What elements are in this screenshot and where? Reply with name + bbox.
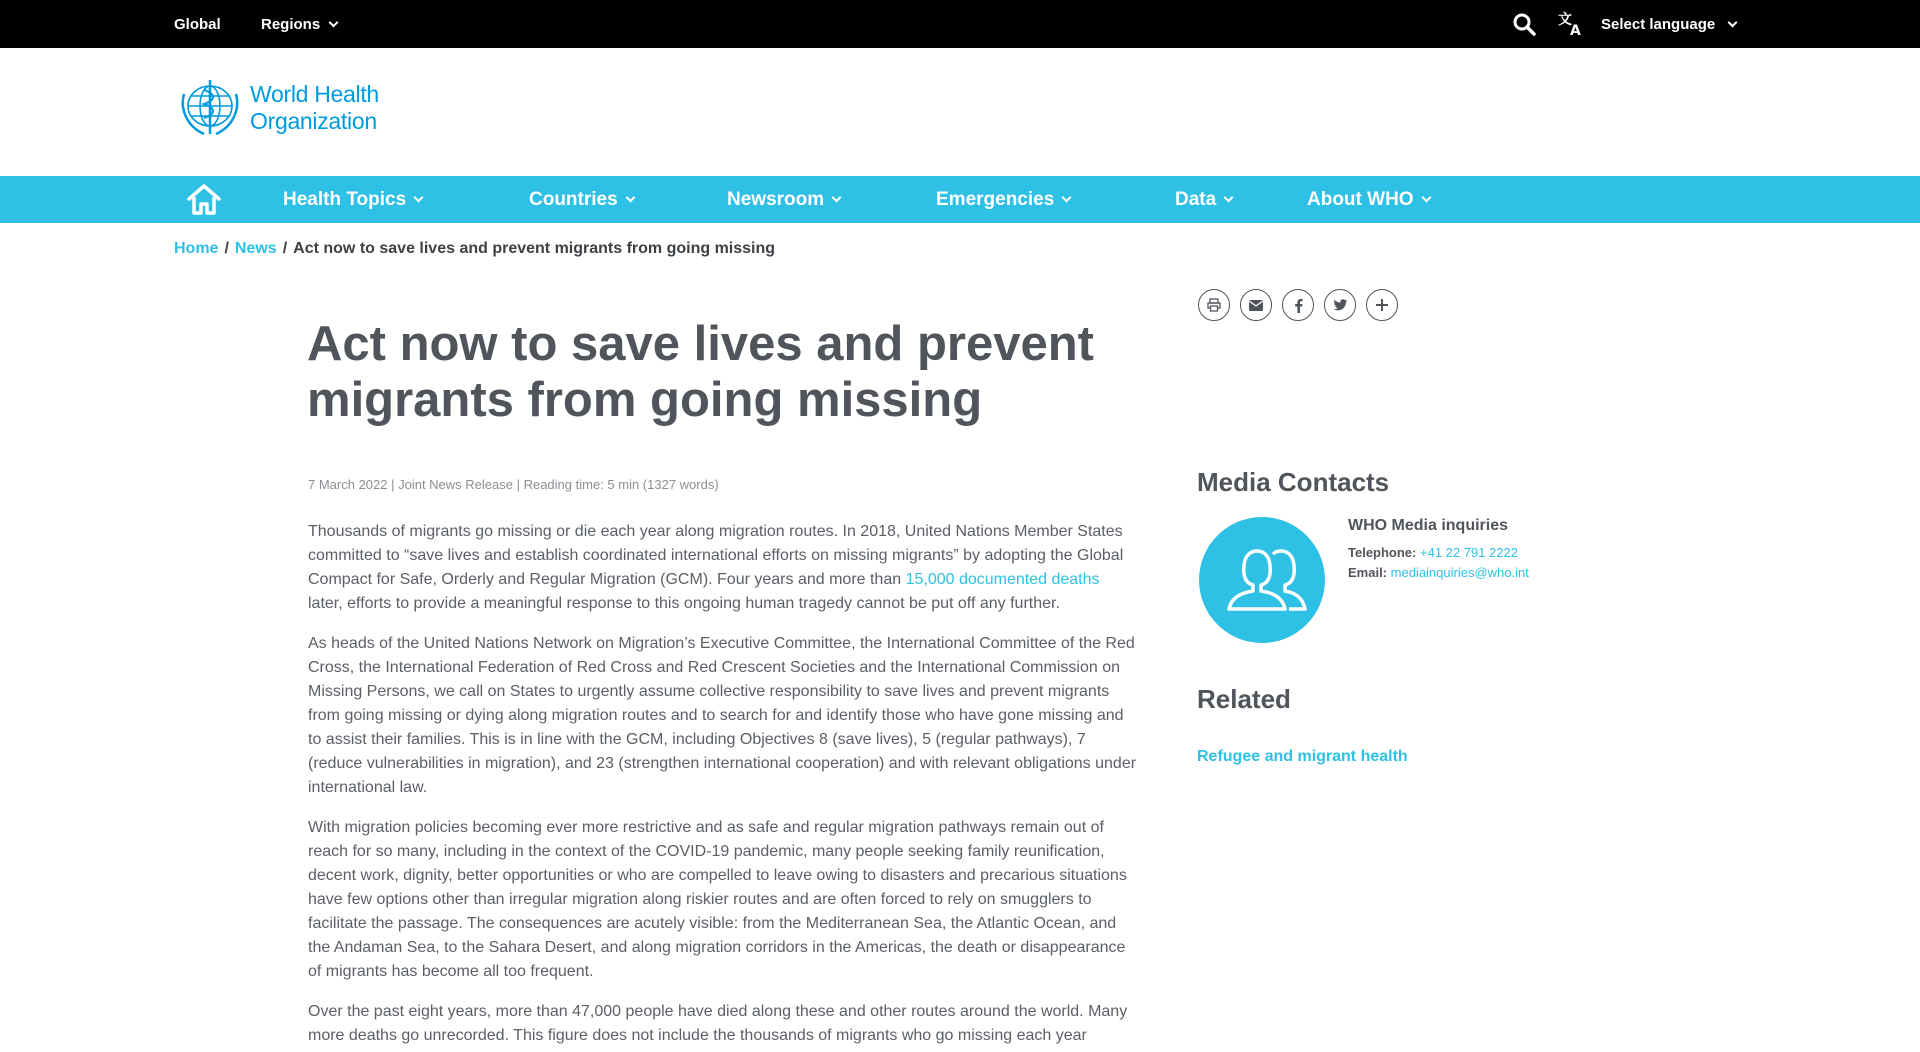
telephone-link[interactable]: +41 22 791 2222: [1420, 545, 1518, 560]
chevron-down-icon: [1224, 193, 1234, 203]
who-logo[interactable]: [174, 76, 379, 140]
svg-text:A: A: [1570, 23, 1581, 37]
language-label: Select language: [1601, 15, 1716, 33]
facebook-icon[interactable]: [1282, 289, 1314, 321]
nav-label: Emergencies: [936, 188, 1055, 210]
breadcrumb-home[interactable]: Home: [174, 240, 219, 257]
nav-emergencies[interactable]: [936, 176, 1070, 223]
twitter-icon[interactable]: [1324, 289, 1356, 321]
nav-label: Health Topics: [283, 188, 407, 210]
article-paragraph: As heads of the United Nations Network on Migration’s Executive Committee, the International Committee of the Red Cross, the International Federation of Red Cross and Red Crescent Societies and the International Commission on Missing Persons, we call on States to urgently assume collective responsibility to save lives and prevent migrants from going missing or dying along migration routes and to search for and identify those who have gone missing and to assist their families. This is in line with the GCM, including Objectives 8 (save lives), 5 (regular pathways), 7 (reduce vulnerabilities in migration), and 23 (strengthen international cooperation) and with relevant obligations under international law.: [308, 635, 1137, 796]
breadcrumb-news[interactable]: News: [234, 240, 277, 257]
print-icon[interactable]: [1198, 289, 1230, 321]
chevron-down-icon: [329, 17, 339, 27]
media-contact-card: [1348, 517, 1529, 583]
avatar: [1199, 517, 1325, 643]
nav-countries[interactable]: [529, 176, 634, 223]
breadcrumb-separator: /: [282, 240, 288, 257]
contacts-icon: [1217, 545, 1307, 615]
breadcrumb-current: Act now to save lives and prevent migrants from going missing: [293, 240, 776, 257]
paragraph-text: later, efforts to provide a meaningful response to this ongoing human tragedy cannot be put off any further.: [308, 595, 1060, 612]
chevron-down-icon: [414, 193, 424, 203]
email-link[interactable]: mediainquiries@who.int: [1390, 565, 1529, 580]
article-body: [308, 520, 1138, 1052]
home-icon: [186, 183, 222, 215]
translate-icon[interactable]: [1556, 0, 1586, 48]
logo-line-1: World Health: [250, 81, 379, 107]
breadcrumb-separator: /: [224, 240, 229, 257]
nav-label: Countries: [529, 188, 618, 210]
email-label: Email:: [1348, 565, 1388, 580]
chevron-down-icon: [1421, 193, 1431, 203]
paragraph-text: Thousands of migrants go missing or die each year along migration routes. In 2018, United Nations Member States committed to “save lives and establish coordinated international efforts on missing migrants” by adopting the Global Compact for Safe, Orderly and Regular Migration (GCM). Four years and more than: [308, 523, 1124, 588]
nav-label: Data: [1175, 188, 1217, 210]
contact-name: WHO Media inquiries: [1348, 517, 1509, 534]
email-row: [1348, 563, 1529, 583]
chevron-down-icon: [1728, 17, 1738, 27]
nav-health-topics[interactable]: [283, 176, 422, 223]
chevron-down-icon: [625, 193, 635, 203]
nav-newsroom[interactable]: [727, 176, 840, 223]
nav-label: About WHO: [1307, 188, 1414, 210]
nav-label: Newsroom: [727, 188, 825, 210]
home-button[interactable]: [185, 182, 223, 216]
main-navigation: [0, 176, 1920, 223]
related-link-refugee-migrant-health[interactable]: Refugee and migrant health: [1197, 748, 1408, 765]
email-icon[interactable]: [1240, 289, 1272, 321]
article-meta: 7 March 2022 | Joint News Release | Reading time: 5 min (1327 words): [308, 477, 719, 492]
telephone-row: [1348, 543, 1529, 563]
language-selector[interactable]: [1601, 0, 1736, 48]
search-button[interactable]: [1508, 0, 1540, 48]
chevron-down-icon: [832, 193, 842, 203]
nav-data[interactable]: [1175, 176, 1232, 223]
breadcrumb: [174, 240, 775, 258]
logo-line-2: Organization: [250, 108, 377, 134]
article-paragraph: With migration policies becoming ever more restrictive and as safe and regular migration pathways remain out of reach for so many, including in the context of the COVID-19 pandemic, many people seeking family reunification, decent work, dignity, better opportunities or who are compelled to leave owing to disasters and precarious situations have few options other than irregular migration along riskier routes and are often forced to rely on smugglers to facilitate the passage. The consequences are acutely visible: from the Mediterranean Sea, the Atlantic Ocean, and the Andaman Sea, to the Sahara Desert, and along migration corridors in the Americas, the death or disappearance of migrants has become all too frequent.: [308, 819, 1127, 980]
article-paragraph: Over the past eight years, more than 47,000 people have died along these and other routes around the world. Many more deaths go unrecorded. This figure does not include the thousands of migrants who go missing each year: [308, 1003, 1128, 1044]
page-title: Act now to save lives and prevent migrants from going missing: [307, 317, 1094, 427]
who-emblem-icon: [174, 76, 246, 140]
documented-deaths-link[interactable]: 15,000 documented deaths: [905, 571, 1100, 588]
plus-icon[interactable]: [1366, 289, 1398, 321]
logo-text: [250, 81, 379, 135]
related-heading: Related: [1197, 684, 1291, 714]
global-link[interactable]: Global: [174, 15, 221, 33]
svg-text:文: 文: [1558, 12, 1572, 28]
nav-about-who[interactable]: [1307, 176, 1430, 223]
media-contacts-heading: Media Contacts: [1197, 467, 1390, 497]
regions-dropdown[interactable]: [261, 0, 337, 48]
share-toolbar: [1198, 289, 1398, 321]
telephone-label: Telephone:: [1348, 545, 1417, 560]
search-icon: [1512, 12, 1536, 36]
regions-label: Regions: [261, 15, 321, 33]
article-paragraph: [308, 520, 1138, 616]
chevron-down-icon: [1062, 193, 1072, 203]
global-topbar: [0, 0, 1920, 48]
